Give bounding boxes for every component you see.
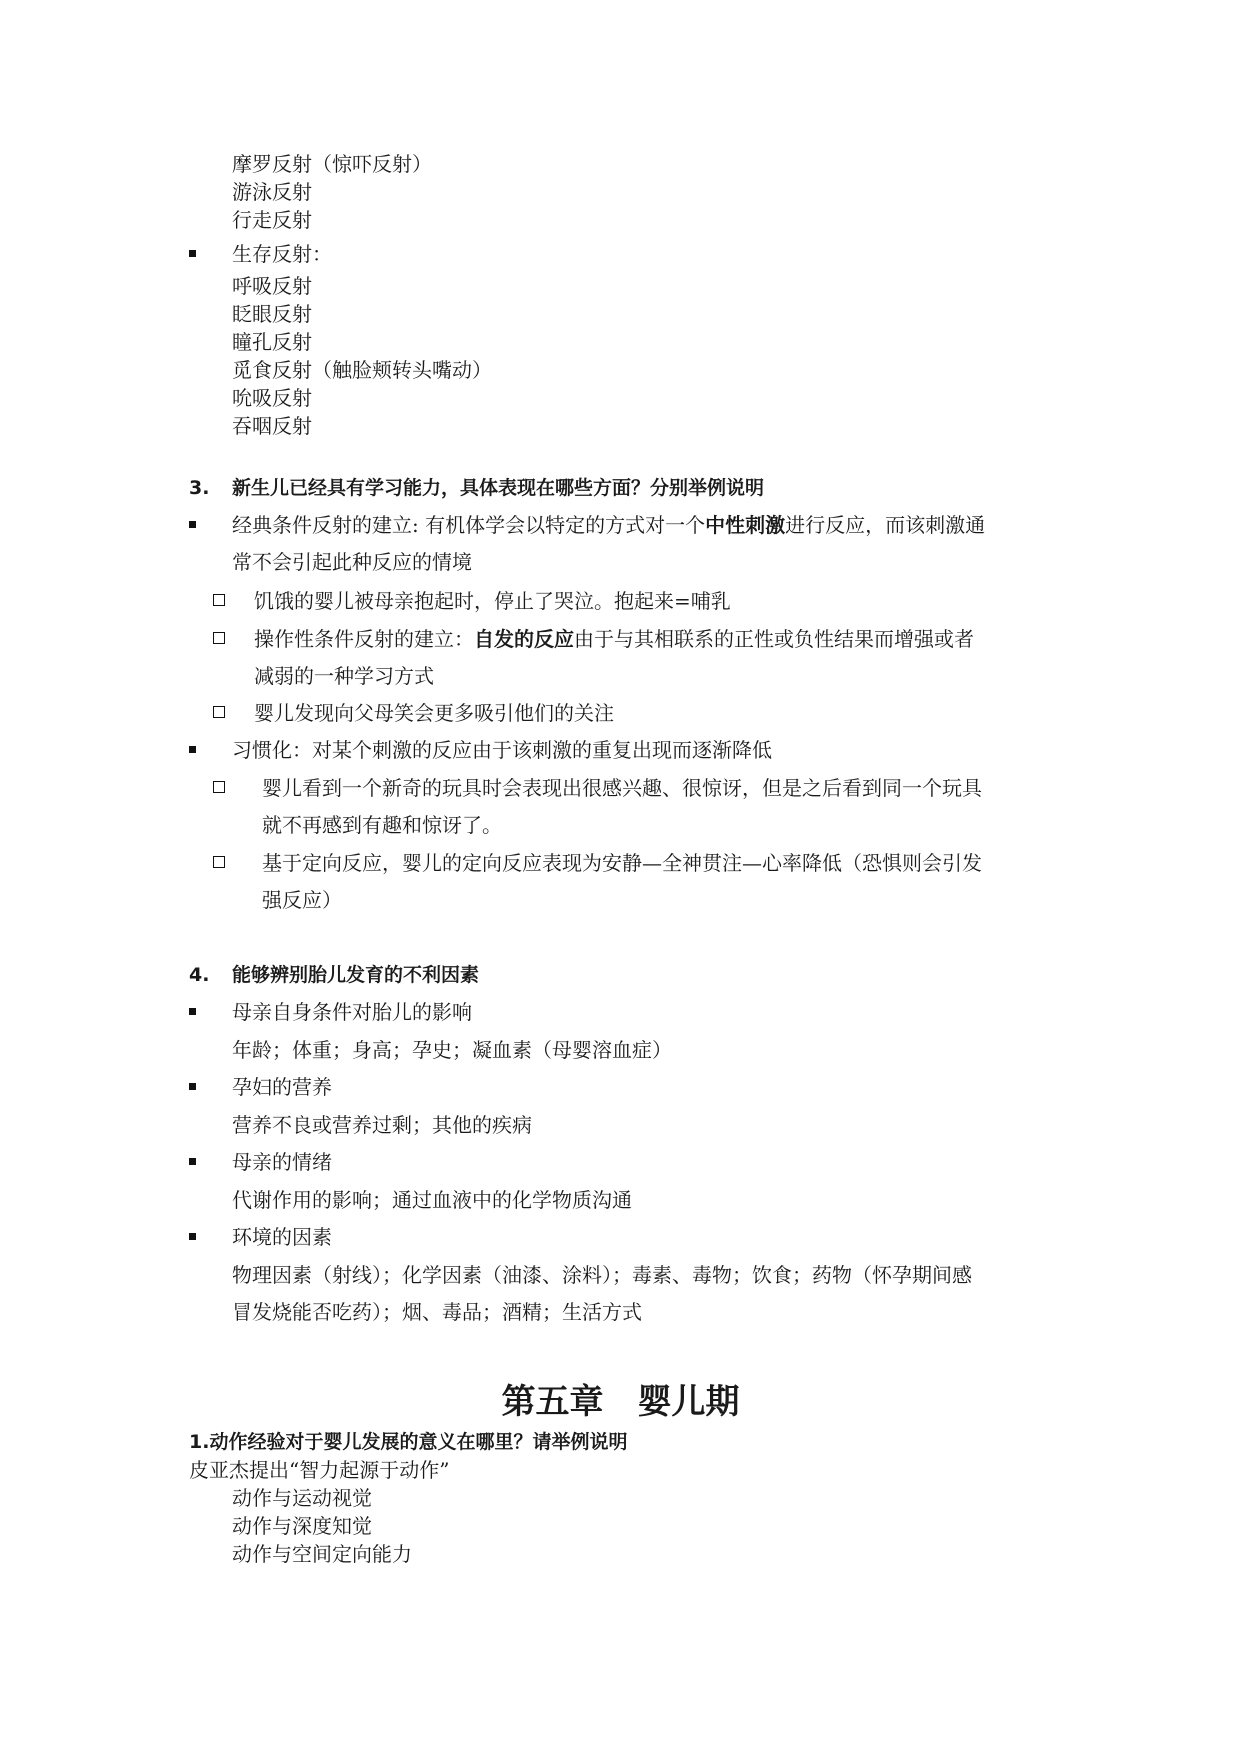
question-title: 新生儿已经具有学习能力，具体表现在哪些方面？分别举例说明	[232, 477, 765, 499]
emphasis-text: 自发的反应	[474, 627, 574, 651]
square-bullet-icon	[189, 1158, 196, 1165]
habituation-line: 习惯化：对某个刺激的反应由于该刺激的重复出现而逐渐降低	[232, 738, 772, 762]
factor-heading: 母亲的情绪	[232, 1150, 332, 1174]
classical-conditioning-line-2: 常不会引起此种反应的情境	[232, 550, 472, 574]
factor-detail: 代谢作用的影响；通过血液中的化学物质沟通	[232, 1188, 632, 1212]
chapter-title: 第五章 婴儿期	[501, 1382, 740, 1422]
checkbox-bullet-icon	[213, 594, 225, 606]
checkbox-bullet-icon	[213, 856, 225, 868]
factor-heading: 环境的因素	[232, 1225, 332, 1249]
operant-conditioning-line-2: 减弱的一种学习方式	[254, 664, 434, 688]
factor-detail: 物理因素（射线）；化学因素（油漆、涂料）；毒素、毒物；饮食；药物（怀孕期间感	[232, 1263, 972, 1287]
list-item: 动作与深度知觉	[232, 1514, 372, 1538]
square-bullet-icon	[189, 250, 196, 257]
example-item-line-2: 强反应）	[262, 888, 342, 912]
checkbox-bullet-icon	[213, 781, 225, 793]
example-item-line-2: 就不再感到有趣和惊讶了。	[262, 813, 502, 837]
factor-heading: 孕妇的营养	[232, 1075, 332, 1099]
reflex-item: 呼吸反射	[232, 274, 312, 298]
reflex-item: 瞳孔反射	[232, 330, 312, 354]
example-item: 饥饿的婴儿被母亲抱起时，停止了哭泣。抱起来=哺乳	[254, 589, 731, 613]
factor-heading: 母亲自身条件对胎儿的影响	[232, 1000, 472, 1024]
square-bullet-icon	[189, 521, 196, 528]
factor-detail: 营养不良或营养过剩；其他的疾病	[232, 1113, 532, 1137]
reflex-item: 觅食反射（触脸颊转头嘴动）	[232, 358, 492, 382]
question-title: 1.动作经验对于婴儿发展的意义在哪里？请举例说明	[189, 1431, 628, 1453]
reflex-item: 游泳反射	[232, 180, 312, 204]
emphasis-text: 中性刺激	[705, 513, 786, 537]
square-bullet-icon	[189, 1083, 196, 1090]
example-item: 婴儿看到一个新奇的玩具时会表现出很感兴趣、很惊讶，但是之后看到同一个玩具	[262, 776, 982, 800]
list-item: 动作与空间定向能力	[232, 1542, 412, 1566]
survival-reflex-heading: 生存反射：	[232, 242, 332, 266]
reflex-item: 摩罗反射（惊吓反射）	[232, 152, 432, 176]
checkbox-bullet-icon	[213, 706, 225, 718]
square-bullet-icon	[189, 746, 196, 753]
reflex-item: 吮吸反射	[232, 386, 312, 410]
classical-conditioning-line: 经典条件反射的建立: 有机体学会以特定的方式对一个中性刺激进行反应，而该刺激通	[232, 513, 986, 537]
example-item: 基于定向反应，婴儿的定向反应表现为安静—全神贯注—心率降低（恐惧则会引发	[262, 851, 982, 875]
factor-detail: 年龄；体重；身高；孕史；凝血素（母婴溶血症）	[232, 1038, 672, 1062]
reflex-item: 吞咽反射	[232, 414, 312, 438]
intro-line: 皮亚杰提出“智力起源于动作”	[189, 1458, 450, 1482]
example-item: 婴儿发现向父母笑会更多吸引他们的关注	[254, 701, 614, 725]
square-bullet-icon	[189, 1008, 196, 1015]
reflex-item: 眨眼反射	[232, 302, 312, 326]
checkbox-bullet-icon	[213, 632, 225, 644]
factor-detail-line-2: 冒发烧能否吃药）；烟、毒品；酒精；生活方式	[232, 1300, 642, 1324]
question-number: 3.	[189, 477, 210, 499]
question-number: 4.	[189, 964, 210, 986]
operant-conditioning-line: 操作性条件反射的建立：自发的反应由于与其相联系的正性或负性结果而增强或者	[254, 627, 974, 651]
list-item: 动作与运动视觉	[232, 1486, 372, 1510]
reflex-item: 行走反射	[232, 208, 312, 232]
square-bullet-icon	[189, 1233, 196, 1240]
question-title: 能够辨别胎儿发育的不利因素	[232, 964, 480, 986]
